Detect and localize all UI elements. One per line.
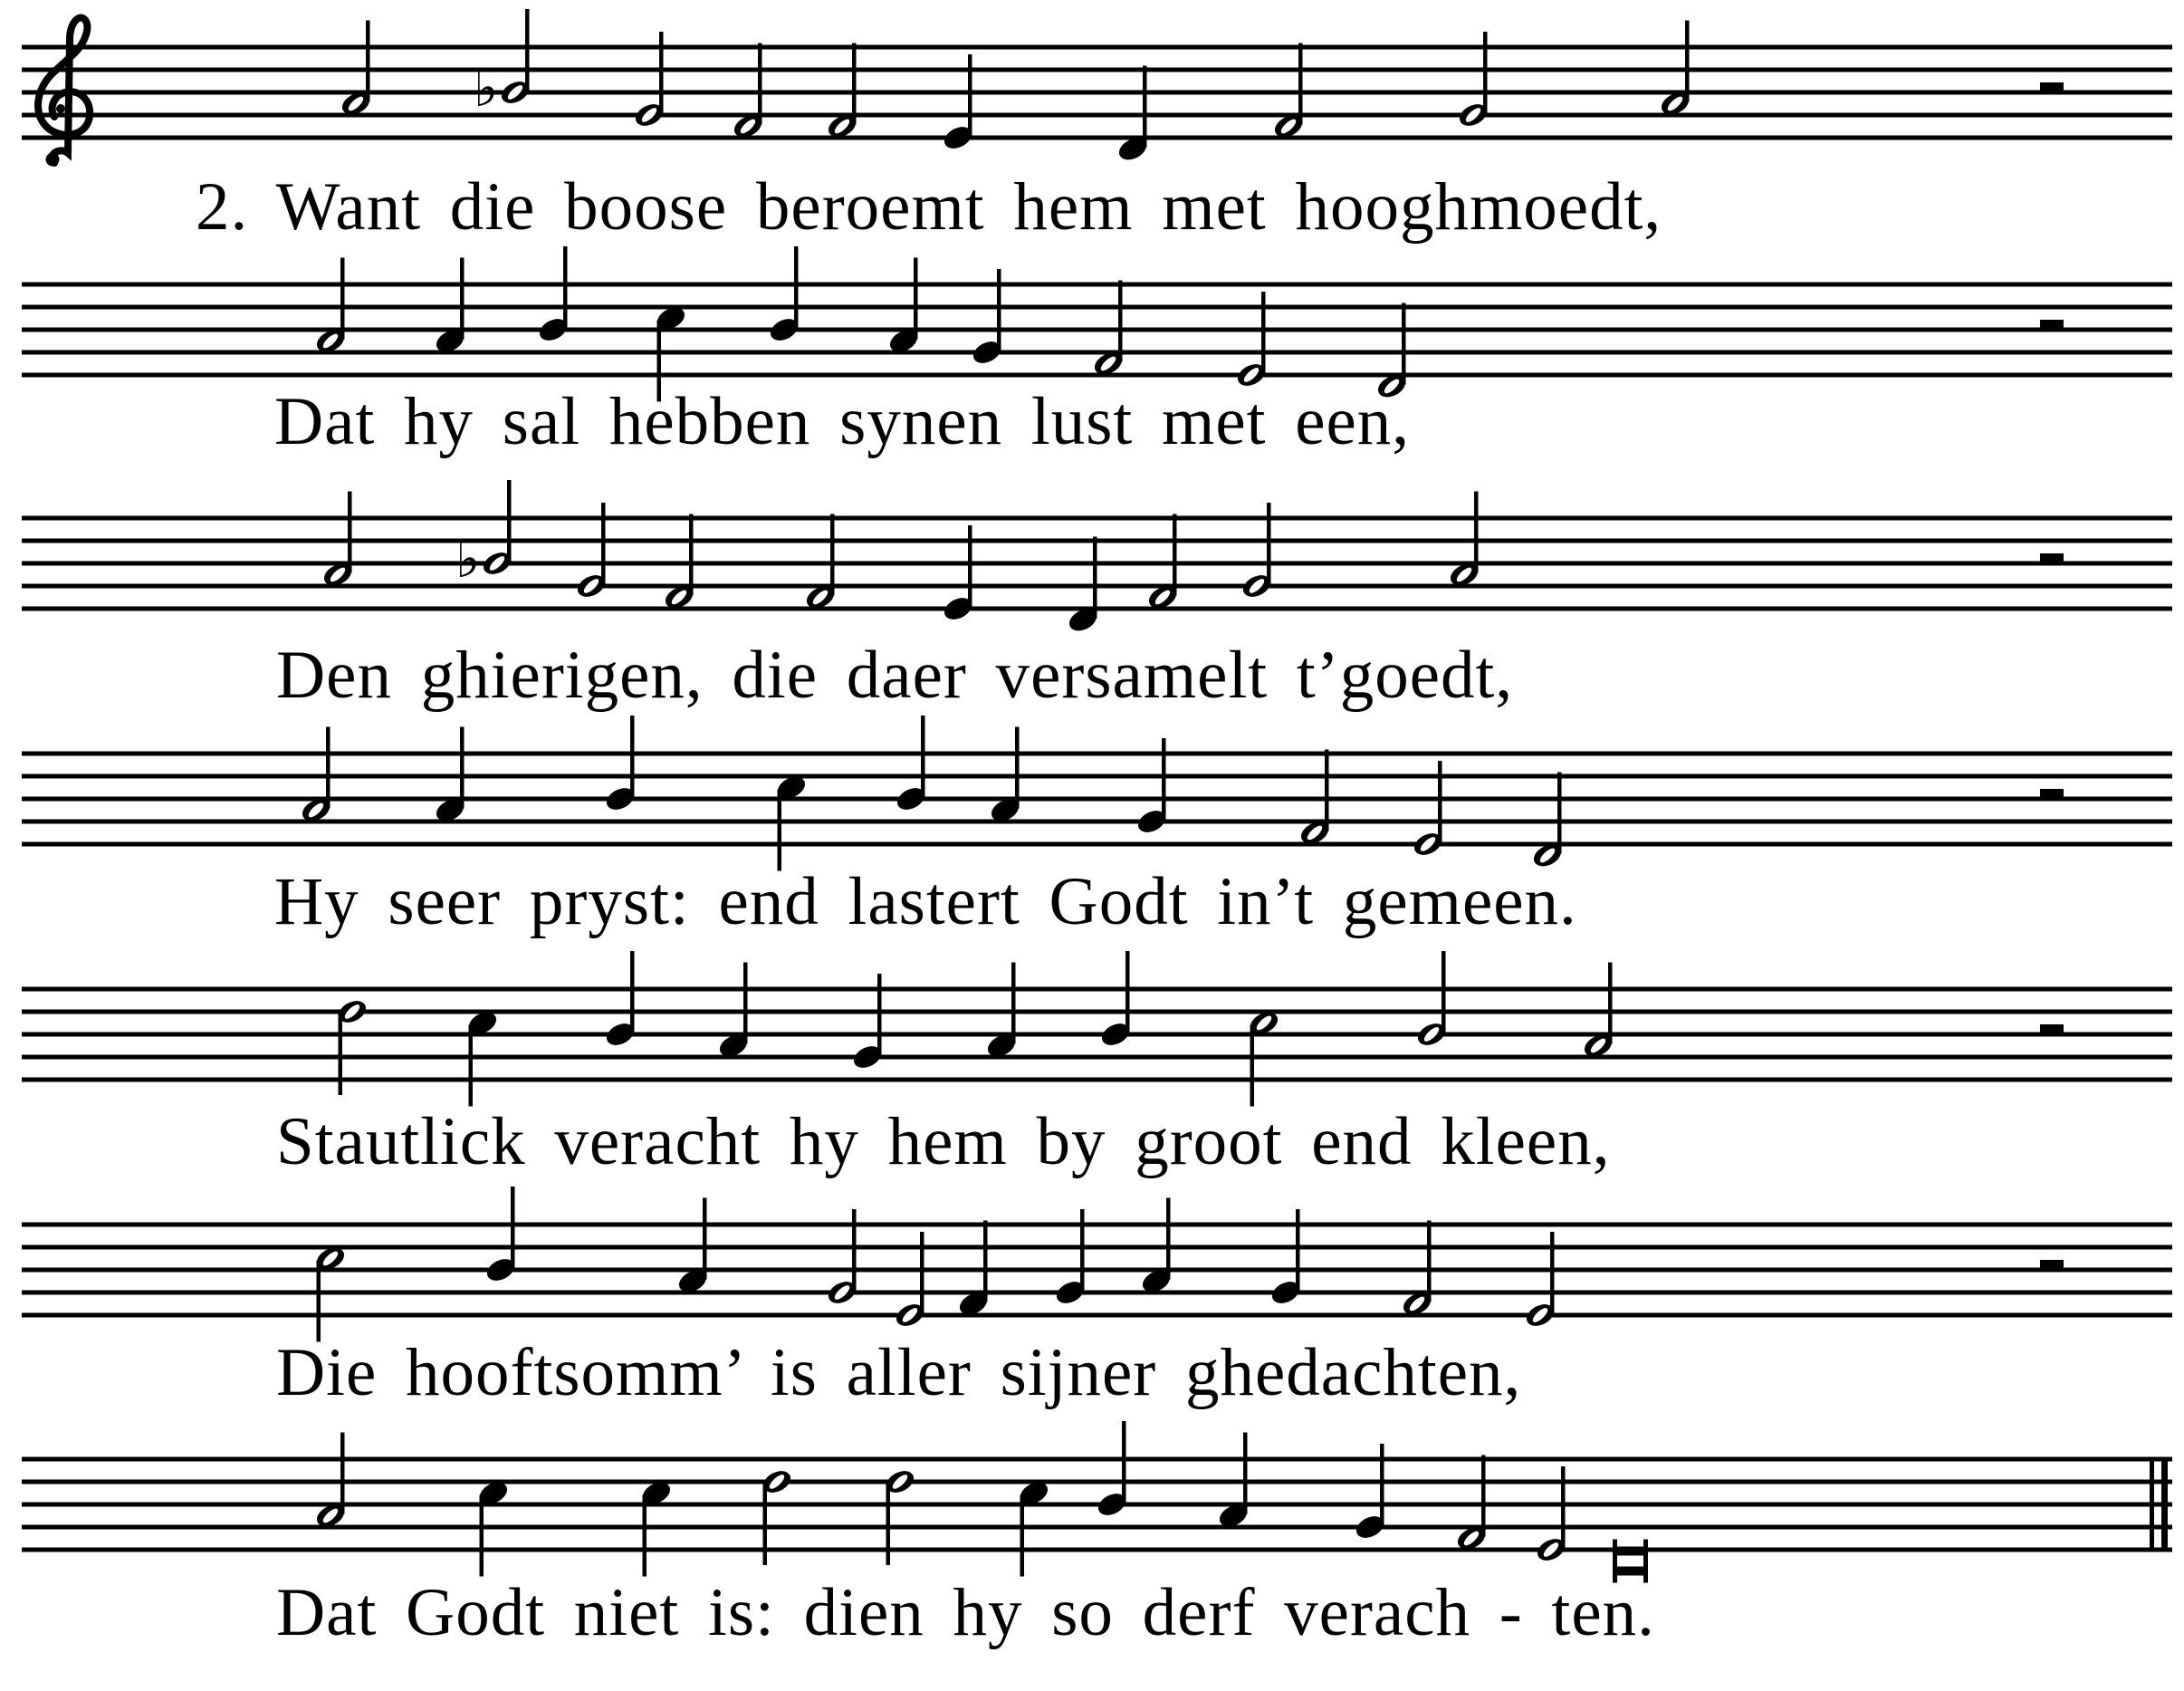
flat-accidental: ♭: [474, 57, 499, 119]
lyric-line-4: Hy seer pryst: end lastert Godt in’t gemeen.: [274, 864, 1577, 939]
lyric-line-2: Dat hy sal hebben synen lust met een,: [274, 384, 1411, 459]
lyric-line-3: Den ghierigen, die daer versamelt t’goedt,: [276, 638, 1514, 713]
lyric-line-7: Dat Godt niet is: dien hy so derf verach - ten.: [276, 1575, 1655, 1650]
lyric-line-1: 2. Want die boose beroemt hem met hooghmoedt,: [196, 169, 1662, 245]
lyric-line-6: Die hooftsomm’ is aller sijner ghedachten,: [276, 1335, 1522, 1410]
lyric-line-5: Stautlick veracht hy hem by groot end kleen,: [276, 1104, 1611, 1179]
flat-accidental: ♭: [455, 528, 481, 590]
